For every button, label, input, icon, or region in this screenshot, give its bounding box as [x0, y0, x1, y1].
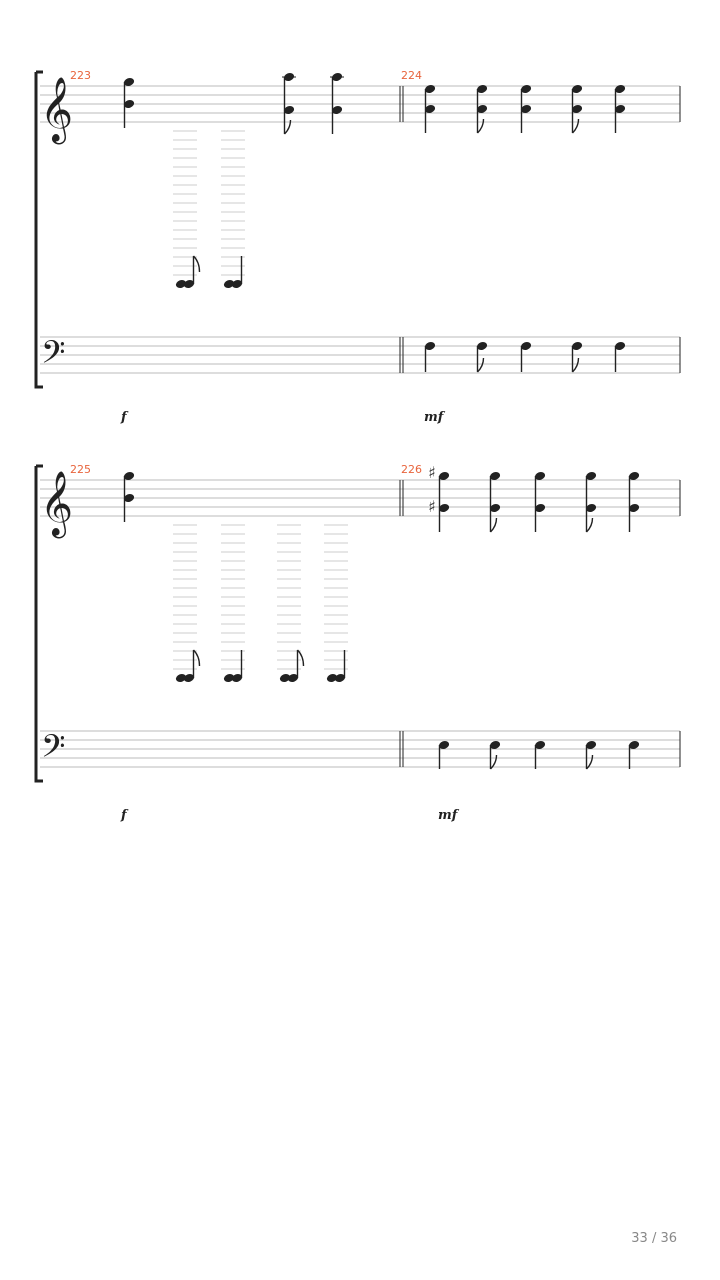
eighth-flag: [478, 119, 484, 133]
bass-staff: [40, 337, 680, 373]
eighth-flag: [573, 358, 579, 372]
dynamic-marking-f: f: [121, 410, 127, 425]
ledger-line-column: [173, 525, 200, 683]
eighth-flag: [194, 650, 200, 666]
eighth-flag: [587, 518, 593, 532]
ledger-line-column: [221, 131, 245, 289]
ledger-line-column: [173, 131, 200, 289]
dynamic-marking-f: f: [121, 808, 127, 823]
system-2: [36, 463, 680, 823]
sharp-icon: ♯: [428, 497, 436, 516]
ledger-line-column: [221, 525, 245, 683]
bass-staff: [40, 731, 680, 767]
measure-number-225: 225: [70, 463, 91, 476]
treble-staff: [40, 86, 680, 122]
eighth-flag: [194, 256, 200, 272]
measure-number-223: 223: [70, 69, 91, 82]
treble-clef-icon: 𝄞: [40, 471, 74, 536]
dynamic-marking-mf: mf: [424, 410, 444, 425]
treble-clef-icon: 𝄞: [40, 77, 74, 142]
system-1: [36, 69, 680, 425]
ledger-line-column: [277, 525, 304, 683]
bass-clef-icon: 𝄢: [41, 334, 66, 378]
dynamic-marking-mf: mf: [438, 808, 458, 823]
eighth-flag: [491, 518, 497, 532]
eighth-flag: [298, 650, 304, 666]
measure-number-226: 226: [401, 463, 422, 476]
measure-number-224: 224: [401, 69, 422, 82]
sharp-icon: ♯: [428, 463, 436, 482]
page-indicator: 33 / 36: [631, 1231, 677, 1246]
ledger-line-column: [324, 525, 348, 683]
eighth-flag: [573, 119, 579, 133]
bass-clef-icon: 𝄢: [41, 728, 66, 772]
treble-staff: [40, 480, 680, 516]
eighth-flag: [478, 358, 484, 372]
